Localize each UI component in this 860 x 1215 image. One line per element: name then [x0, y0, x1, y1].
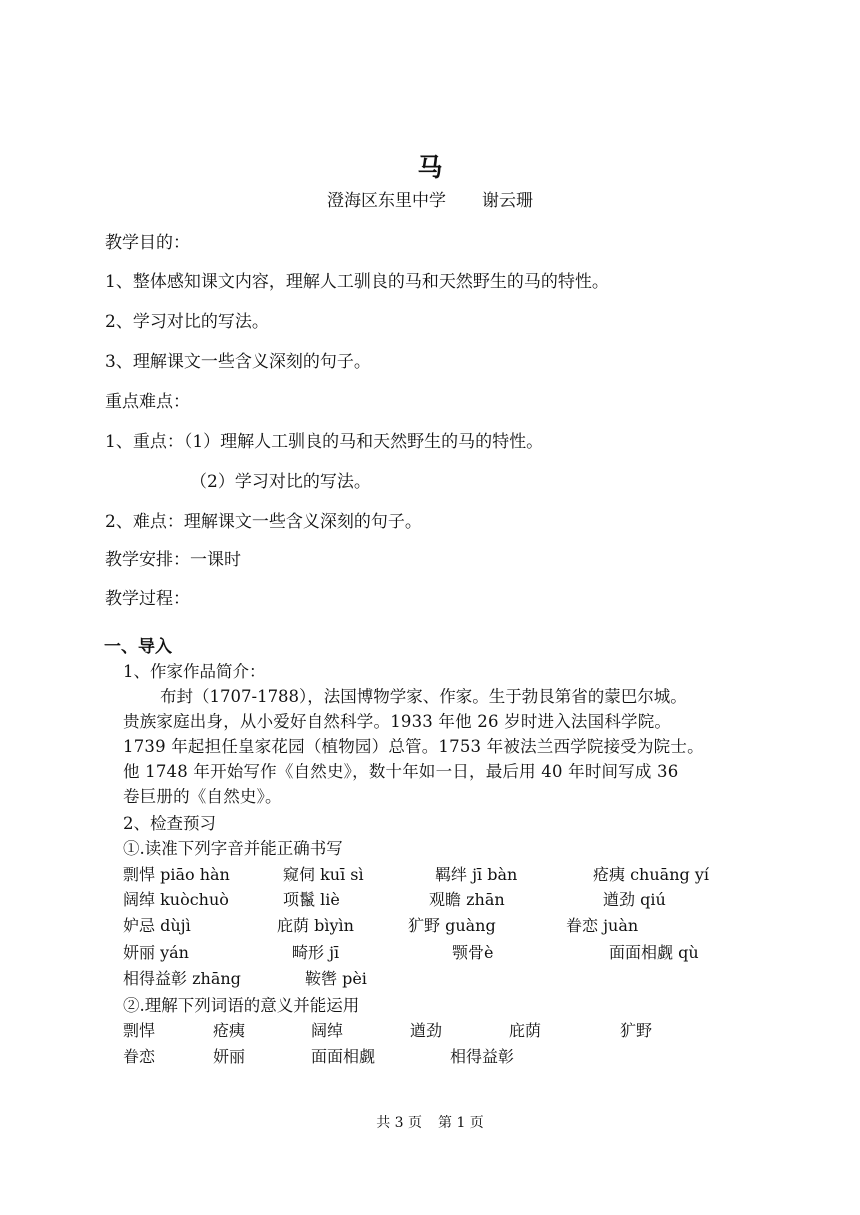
- process-heading: 教学过程：: [105, 589, 190, 609]
- bio-line: 他 1748 年开始写作《自然史》，数十年如一日，最后用 40 年时间写成 36: [123, 762, 679, 781]
- objectives-heading: 教学目的：: [105, 233, 190, 253]
- focus-line: （2）学习对比的写法。: [190, 472, 371, 492]
- pinyin-item: 遒劲 qiú: [603, 890, 666, 909]
- subsection-heading: 1、作家作品简介：: [123, 662, 266, 681]
- vocab-item: 妍丽: [213, 1047, 246, 1066]
- author-name: 谢云珊: [482, 191, 533, 211]
- bio-line: 1739 年起担任皇家花园（植物园）总管。1753 年被法兰西学院接受为院士。: [123, 737, 704, 756]
- pinyin-item: 观瞻 zhān: [429, 890, 505, 909]
- vocab-item: 眷恋: [123, 1047, 156, 1066]
- vocab-item: 相得益彰: [450, 1047, 515, 1066]
- task-heading: ①.读准下列字音并能正确书写: [123, 839, 343, 858]
- difficulty-line: 2、难点：理解课文一些含义深刻的句子。: [105, 512, 422, 532]
- page-footer: [0, 1112, 860, 1132]
- pinyin-item: 庇荫 bìyìn: [277, 916, 354, 935]
- arrangement-line: 教学安排：一课时: [105, 550, 241, 570]
- pinyin-item: 畸形 jī: [292, 943, 340, 962]
- bio-line: 贵族家庭出身，从小爱好自然科学。1933 年他 26 岁时进入法国科学院。: [123, 712, 672, 731]
- objective-item: 3、理解课文一些含义深刻的句子。: [105, 352, 371, 372]
- pinyin-item: 妍丽 yán: [123, 943, 189, 962]
- objective-item: 2、学习对比的写法。: [105, 312, 269, 332]
- vocab-item: 庇荫: [509, 1021, 542, 1040]
- subsection-heading: 2、检查预习: [123, 814, 216, 833]
- author-school: 澄海区东里中学: [327, 191, 446, 211]
- task-heading: ②.理解下列词语的意义并能运用: [123, 996, 360, 1015]
- pinyin-item: 疮痍 chuāng yí: [593, 865, 709, 884]
- vocab-item: 面面相觑: [311, 1047, 376, 1066]
- objective-item: 1、整体感知课文内容，理解人工驯良的马和天然野生的马的特性。: [105, 272, 609, 292]
- pinyin-item: 羁绊 jī bàn: [435, 865, 518, 884]
- author-line: [0, 186, 860, 211]
- pinyin-item: 面面相觑 qù: [609, 943, 699, 962]
- page-current: 第 1 页: [438, 1115, 484, 1131]
- key-points-heading: 重点难点：: [105, 392, 190, 412]
- pinyin-item: 相得益彰 zhāng: [123, 969, 241, 988]
- pinyin-item: 犷野 guàng: [408, 916, 496, 935]
- page-total: 共 3 页: [376, 1115, 422, 1131]
- pinyin-item: 鞍辔 pèi: [305, 969, 367, 988]
- pinyin-item: 阔绰 kuòchuò: [123, 890, 229, 909]
- pinyin-item: 妒忌 dùjì: [123, 916, 191, 935]
- pinyin-item: 剽悍 piāo hàn: [123, 865, 230, 884]
- vocab-item: 阔绰: [311, 1021, 344, 1040]
- bio-line: 卷巨册的《自然史》。: [123, 787, 282, 806]
- vocab-item: 疮痍: [213, 1021, 246, 1040]
- page-title: 马: [417, 153, 443, 182]
- focus-line: 1、重点：（1）理解人工驯良的马和天然野生的马的特性。: [105, 432, 544, 452]
- pinyin-item: 眷恋 juàn: [566, 916, 639, 935]
- vocab-item: 犷野: [620, 1021, 653, 1040]
- vocab-item: 剽悍: [123, 1021, 156, 1040]
- pinyin-item: 颚骨è: [452, 943, 494, 962]
- pinyin-item: 窥伺 kuī sì: [283, 865, 364, 884]
- pinyin-item: 项鬣 liè: [283, 890, 340, 909]
- section-heading: 一、导入: [104, 637, 172, 657]
- bio-line: 布封（1707-1788），法国博物学家、作家。生于勃艮第省的蒙巴尔城。: [160, 687, 687, 706]
- vocab-item: 遒劲: [410, 1021, 443, 1040]
